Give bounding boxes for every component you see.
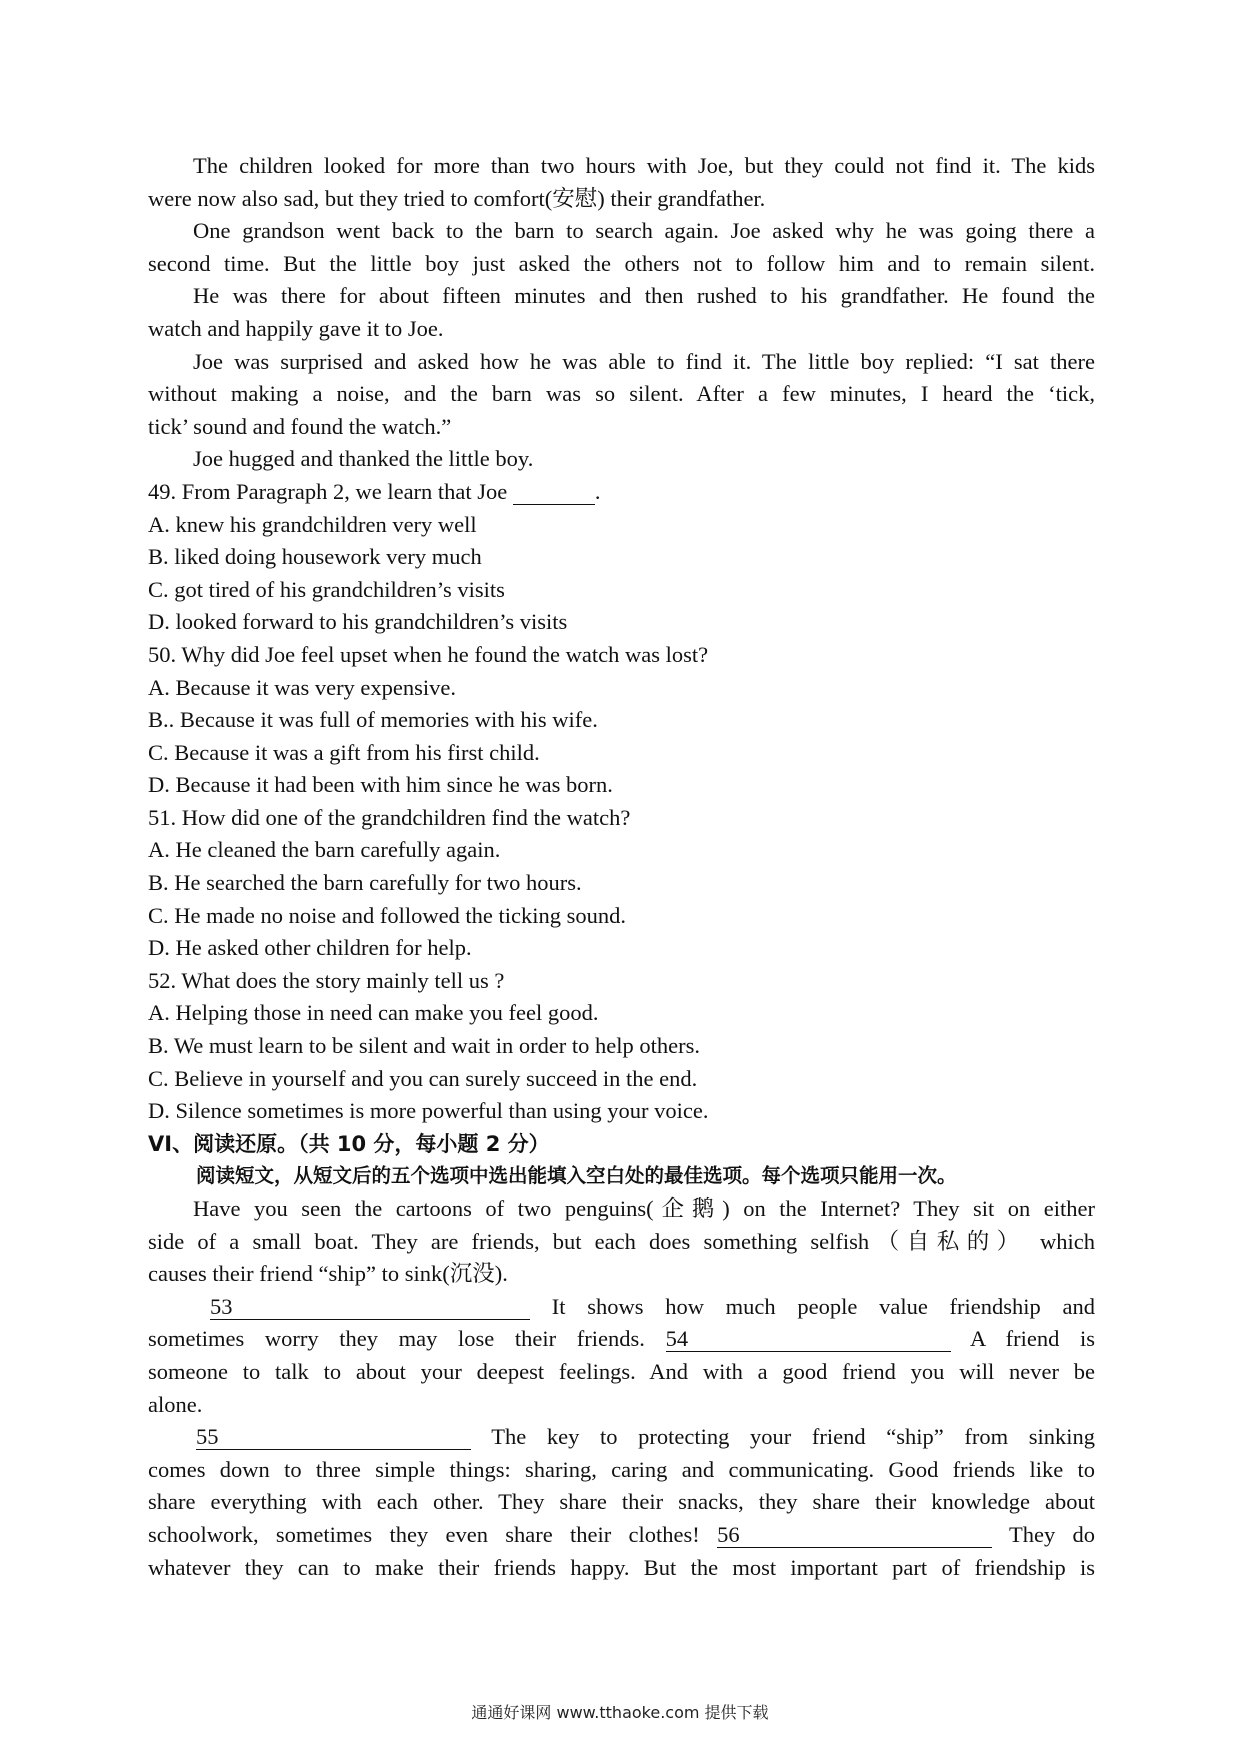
option: B. liked doing housework very much	[148, 544, 482, 570]
option: A. knew his grandchildren very well	[148, 511, 477, 537]
question-stem: 51. How did one of the grandchildren find the watch?	[148, 804, 631, 830]
answer-blank	[513, 480, 595, 505]
option: B. We must learn to be silent and wait in order to help others.	[148, 1033, 701, 1059]
passage-line: Joe was surprised and asked how he was able to find it. The little boy replied: “I sat there	[193, 348, 1095, 374]
passage-line: 53 It shows how much people value friendship and	[210, 1293, 1095, 1319]
option: A. Because it was very expensive.	[148, 674, 457, 700]
option: D. Because it had been with him since he was born.	[148, 772, 613, 798]
answer-blank-53: 53	[210, 1295, 530, 1320]
passage-line: without making a noise, and the barn was so silent. After a few minutes, I heard the ‘tick,	[148, 381, 1095, 407]
option: C. He made no noise and followed the ticking sound.	[148, 902, 627, 928]
passage-line: Joe hugged and thanked the little boy.	[193, 446, 534, 472]
passage-line: share everything with each other. They share their snacks, they share their knowledge about	[148, 1489, 1095, 1515]
page-footer: 通通好课网 www.tthaoke.com 提供下载	[471, 1703, 769, 1722]
passage-line: comes down to three simple things: sharing, caring and communicating. Good friends like to	[148, 1456, 1095, 1482]
option: D. Silence sometimes is more powerful than using your voice.	[148, 1098, 709, 1124]
passage-line: One grandson went back to the barn to search again. Joe asked why he was going there a	[193, 218, 1095, 244]
passage-line: Have you seen the cartoons of two penguins(企鹅) on the Internet? They sit on either	[193, 1196, 1095, 1221]
passage-line: whatever they can to make their friends happy. But the most important part of friendship is	[148, 1554, 1095, 1580]
option: A. He cleaned the barn carefully again.	[148, 837, 501, 863]
passage-line: watch and happily gave it to Joe.	[148, 315, 444, 341]
passage-line: 55 The key to protecting your friend “ship” from sinking	[196, 1424, 1095, 1450]
passage-line: He was there for about fifteen minutes and then rushed to his grandfather. He found the	[193, 283, 1095, 309]
passage-line: second time. But the little boy just asked the others not to follow him and to remain silent.	[148, 250, 1095, 276]
passage-line: tick’ sound and found the watch.”	[148, 413, 452, 439]
question-stem: 52. What does the story mainly tell us ?	[148, 967, 505, 993]
option: B.. Because it was full of memories with his wife.	[148, 707, 598, 733]
option: D. He asked other children for help.	[148, 935, 472, 961]
option: D. looked forward to his grandchildren’s visits	[148, 609, 568, 635]
section-heading: VI、阅读还原。（共 10 分，每小题 2 分）	[148, 1131, 550, 1156]
answer-blank-54: 54	[666, 1327, 951, 1352]
document-page	[148, 150, 1095, 1584]
passage-line: sometimes worry they may lose their friends. 54 A friend is	[148, 1326, 1095, 1352]
option: A. Helping those in need can make you feel good.	[148, 1000, 599, 1026]
passage-line: side of a small boat. They are friends, but each does something selfish（自私的） which	[148, 1228, 1095, 1254]
option: C. Believe in yourself and you can surely succeed in the end.	[148, 1065, 698, 1091]
passage-line: schoolwork, sometimes they even share their clothes! 56 They do	[148, 1521, 1095, 1547]
passage-line: were now also sad, but they tried to comfort(安慰) their grandfather.	[148, 185, 766, 211]
passage-line: The children looked for more than two hours with Joe, but they could not find it. The kids	[193, 153, 1095, 178]
section-instruction: 阅读短文，从短文后的五个选项中选出能填入空白处的最佳选项。每个选项只能用一次。	[196, 1164, 957, 1188]
passage-line: causes their friend “ship” to sink(沉没).	[148, 1261, 508, 1287]
passage-line: someone to talk to about your deepest feelings. And with a good friend you will never be	[148, 1358, 1095, 1384]
option: B. He searched the barn carefully for two hours.	[148, 870, 582, 896]
passage-line: alone.	[148, 1391, 203, 1417]
answer-blank-55: 55	[196, 1425, 471, 1450]
question-stem: 50. Why did Joe feel upset when he found the watch was lost?	[148, 641, 709, 667]
question-stem: 49. From Paragraph 2, we learn that Joe .	[148, 478, 601, 504]
option: C. Because it was a gift from his first child.	[148, 739, 540, 765]
answer-blank-56: 56	[717, 1523, 992, 1548]
option: C. got tired of his grandchildren’s visits	[148, 576, 505, 602]
